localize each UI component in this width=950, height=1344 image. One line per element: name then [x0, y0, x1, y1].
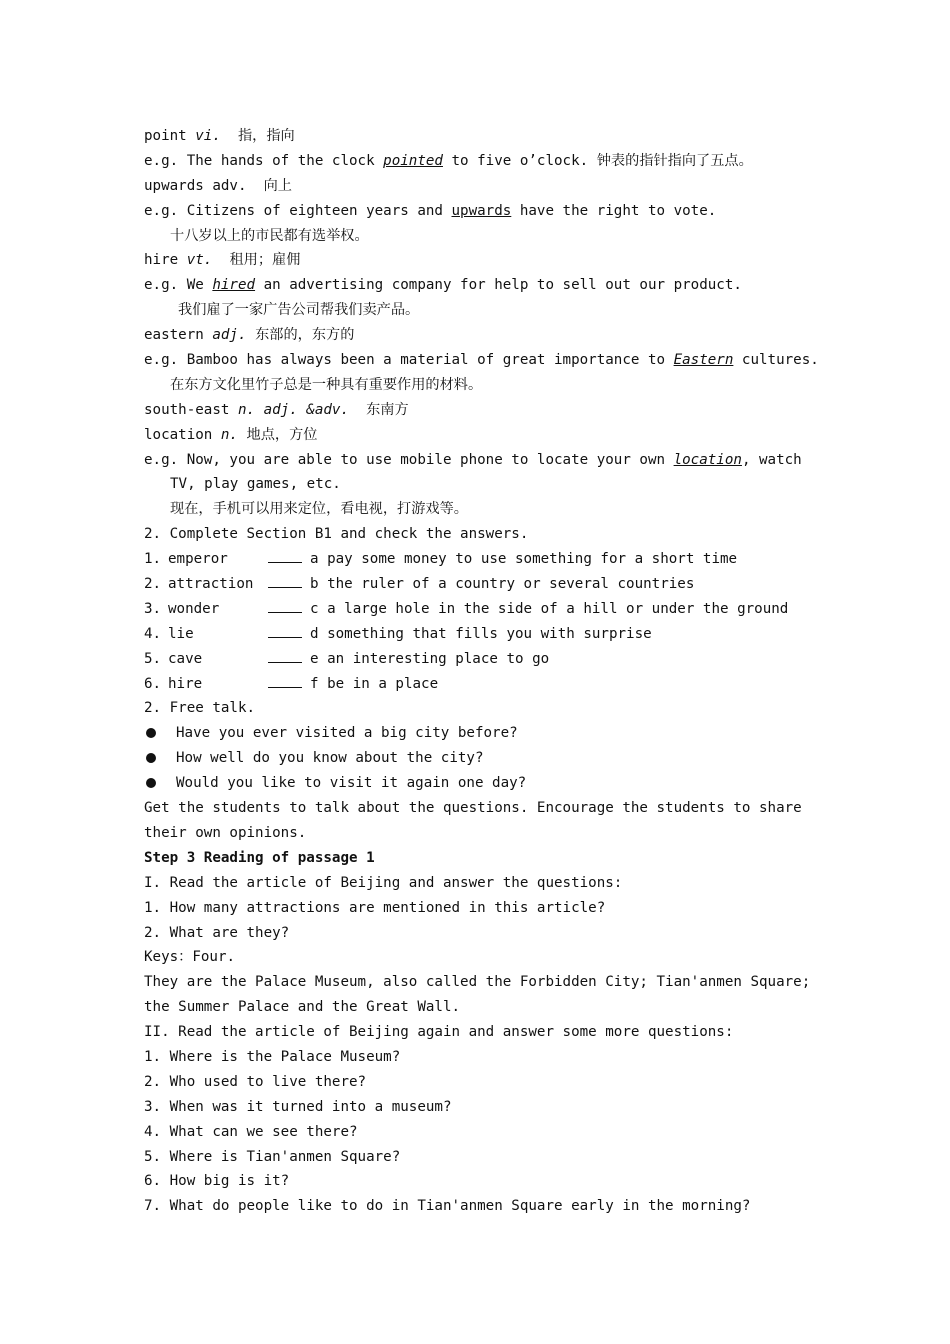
- vocab-pos: adj.: [212, 327, 247, 344]
- matching-number: 4.: [144, 625, 162, 642]
- matching-row: [144, 547, 824, 572]
- example-keyword: location: [673, 451, 742, 468]
- free-talk-instruction-cont: their own opinions.: [144, 824, 307, 841]
- matching-list: [144, 547, 824, 696]
- matching-definition: c a large hole in the side of a hill or under the ground: [310, 600, 789, 617]
- example-keyword: Eastern: [673, 352, 734, 369]
- vocab-word: location: [144, 426, 213, 443]
- bullet-text: Have you ever visited a big city before?: [176, 725, 518, 742]
- example-text: e.g. Bamboo has always been a material of great importance to: [144, 352, 674, 369]
- vocab-location-example: [144, 448, 824, 473]
- vocab-meaning: 指，指向: [237, 128, 295, 144]
- example-text: cultures.: [733, 352, 819, 369]
- matching-number: 1.: [144, 551, 162, 568]
- question: 6. How big is it?: [144, 1173, 290, 1190]
- vocab-upwards-translation: 十八岁以上的市民都有选举权。: [170, 227, 369, 244]
- bullet-icon: [146, 778, 156, 788]
- matching-word: hire: [168, 675, 203, 692]
- example-keyword: upwards: [451, 202, 512, 219]
- answer-line-cont: the Summer Palace and the Great Wall.: [144, 999, 461, 1016]
- matching-definition: e an interesting place to go: [310, 650, 550, 667]
- vocab-meaning: 地点，方位: [246, 426, 318, 443]
- vocab-hire: [144, 248, 824, 273]
- free-talk-heading: 2. Free talk.: [144, 700, 256, 717]
- bullet-icon: [146, 728, 156, 738]
- answer-line: They are the Palace Museum, also called the Forbidden City; Tian'anmen Square;: [144, 974, 811, 991]
- vocab-word: point: [144, 128, 187, 144]
- matching-row: [144, 647, 824, 672]
- question: 5. Where is Tian'anmen Square?: [144, 1148, 401, 1165]
- document-page: [144, 124, 824, 1219]
- matching-word: cave: [168, 650, 203, 667]
- matching-row: [144, 597, 824, 622]
- vocab-pos: vt.: [186, 252, 213, 269]
- example-text: to five o’clock. 钟表的指针指向了五点。: [442, 152, 753, 169]
- example-text: e.g. The hands of the clock: [144, 152, 384, 169]
- bullet-item: [144, 746, 824, 771]
- vocab-pos: n.: [220, 426, 238, 443]
- keys-line: Keys：Four.: [144, 949, 236, 966]
- vocab-eastern: [144, 323, 824, 348]
- vocab-upwards-example: [144, 199, 824, 224]
- matching-row: [144, 672, 824, 697]
- answer-blank[interactable]: [268, 650, 302, 663]
- question: 1. How many attractions are mentioned in this article?: [144, 899, 606, 916]
- bullet-text: Would you like to visit it again one day?: [176, 775, 527, 792]
- vocab-meaning: 东部的，东方的: [255, 327, 355, 344]
- example-text: e.g. We: [144, 277, 213, 294]
- question: 4. What can we see there?: [144, 1123, 358, 1140]
- vocab-location: [144, 423, 824, 448]
- vocab-eastern-translation: 在东方文化里竹子总是一种具有重要作用的材料。: [170, 376, 483, 393]
- question: 2. Who used to live there?: [144, 1073, 367, 1090]
- vocab-location-translation: 现在，手机可以用来定位，看电视，打游戏等。: [170, 501, 468, 518]
- matching-row: [144, 622, 824, 647]
- section-b1-heading: 2. Complete Section B1 and check the answers.: [144, 526, 529, 543]
- part1-instruction: I. Read the article of Beijing and answer the questions:: [144, 874, 623, 891]
- vocab-hire-example: [144, 273, 824, 298]
- matching-number: 3.: [144, 600, 162, 617]
- vocab-eastern-example: [144, 348, 824, 373]
- vocab-point-example: [144, 149, 824, 174]
- example-text: have the right to vote.: [511, 202, 717, 219]
- answer-blank[interactable]: [268, 675, 302, 688]
- matching-word: emperor: [168, 551, 228, 568]
- vocab-location-example-cont: TV, play games, etc.: [170, 476, 341, 493]
- answer-blank[interactable]: [268, 550, 302, 563]
- answer-blank[interactable]: [268, 575, 302, 588]
- vocab-word: eastern: [144, 327, 204, 344]
- matching-number: 2.: [144, 576, 162, 593]
- example-text: an advertising company for help to sell out our product.: [255, 277, 742, 294]
- vocab-word: upwards adv.: [144, 177, 247, 194]
- vocab-point: [144, 124, 824, 149]
- matching-number: 5.: [144, 650, 162, 667]
- matching-definition: b the ruler of a country or several countries: [310, 576, 695, 593]
- bullet-text: How well do you know about the city?: [176, 750, 484, 767]
- bullet-icon: [146, 753, 156, 763]
- question: 7. What do people like to do in Tian'anmen Square early in the morning?: [144, 1198, 751, 1215]
- question: 1. Where is the Palace Museum?: [144, 1048, 401, 1065]
- matching-definition: d something that fills you with surprise: [310, 625, 652, 642]
- bullet-item: [144, 771, 824, 796]
- vocab-upwards: [144, 174, 824, 199]
- vocab-word: hire: [144, 252, 179, 269]
- matching-word: attraction: [168, 576, 254, 593]
- step3-heading: Step 3 Reading of passage 1: [144, 849, 375, 866]
- vocab-hire-translation: 我们雇了一家广告公司帮我们卖产品。: [178, 302, 420, 319]
- vocab-meaning: 向上: [263, 177, 292, 194]
- example-text: e.g. Citizens of eighteen years and: [144, 202, 452, 219]
- vocab-pos: n. adj. &adv.: [237, 401, 350, 418]
- question: 2. What are they?: [144, 924, 290, 941]
- matching-row: [144, 572, 824, 597]
- free-talk-instruction: Get the students to talk about the questions. Encourage the students to share: [144, 800, 802, 817]
- vocab-meaning: 东南方: [366, 401, 409, 418]
- matching-word: wonder: [168, 600, 220, 617]
- example-text: e.g. Now, you are able to use mobile phone to locate your own: [144, 451, 674, 468]
- vocab-southeast: [144, 398, 824, 423]
- vocab-word: south-east: [144, 401, 230, 418]
- matching-definition: f be in a place: [310, 675, 439, 692]
- answer-blank[interactable]: [268, 625, 302, 638]
- example-keyword: pointed: [383, 152, 443, 169]
- example-keyword: hired: [212, 277, 256, 294]
- bullet-item: [144, 721, 824, 746]
- question: 3. When was it turned into a museum?: [144, 1098, 452, 1115]
- vocab-meaning: 租用；雇佣: [229, 252, 301, 269]
- example-text: , watch: [741, 451, 802, 468]
- vocab-pos: vi.: [195, 128, 221, 144]
- matching-number: 6.: [144, 675, 162, 692]
- matching-word: lie: [168, 625, 194, 642]
- answer-blank[interactable]: [268, 600, 302, 613]
- matching-definition: a pay some money to use something for a short time: [310, 551, 738, 568]
- part2-instruction: II. Read the article of Beijing again and answer some more questions:: [144, 1024, 734, 1041]
